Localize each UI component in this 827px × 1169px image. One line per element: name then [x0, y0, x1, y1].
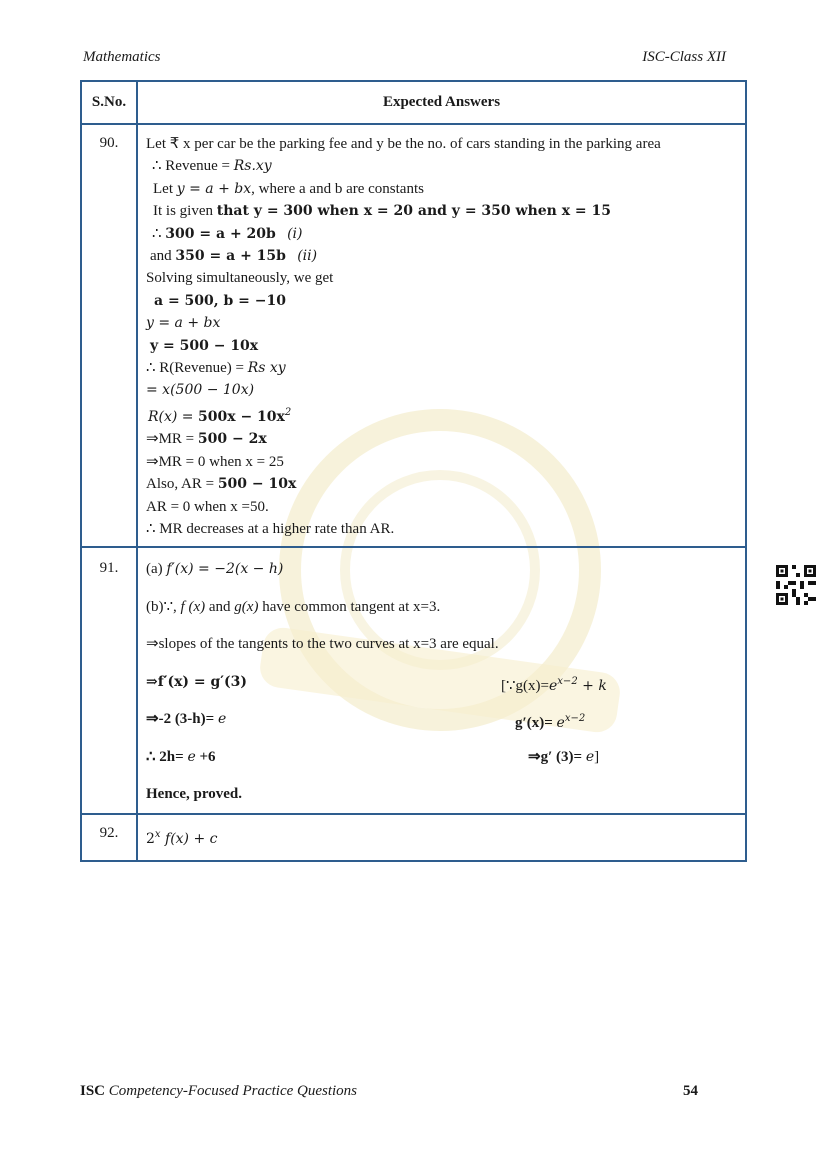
answer-cell	[137, 124, 746, 547]
answer-line: $R(x) = 500x - 10x^2$	[148, 406, 292, 425]
answer-line: ⇒MR = 500 − 2x	[146, 431, 267, 448]
header-subject: Mathematics	[83, 49, 161, 65]
side-note: $g'(x)= e^{x-2}$	[515, 713, 586, 732]
answer-line: Hence, proved.	[146, 786, 242, 803]
serial-number: 90.	[81, 124, 137, 547]
answer-line: (b)∵, f (x) and g(x) have common tangent at x=3.	[146, 598, 441, 615]
answer-line: ⇒-2 (3-h)= e $g'(x)= e^{x-2}$	[146, 708, 737, 730]
answer-line: ⇒MR = 0 when x = 25	[146, 453, 284, 470]
answer-line: Let y = a + bx, where a and b are constants	[153, 180, 424, 197]
answer-line: ∴ 2h= e +6 ⇒g′ (3)= e]	[146, 746, 737, 768]
answer-cell	[137, 814, 746, 860]
column-header-sno: S.No.	[81, 81, 137, 124]
side-note: [$\because g(x)=e^{x-2} + k$	[501, 675, 607, 694]
answer-line: and 350 = a + 15b (ii)	[150, 248, 318, 265]
page-number: 54	[683, 1083, 698, 1099]
answer-line: ⇒slopes of the tangents to the two curves at x=3 are equal.	[146, 636, 499, 653]
answer-line: a = 500, b = −10	[154, 292, 287, 309]
serial-number: 91.	[81, 547, 137, 814]
answer-line: 2$^x$ f(x) + c	[146, 829, 218, 848]
column-header-answers: Expected Answers	[137, 81, 746, 124]
answer-line: = x(500 − 10x)	[146, 382, 255, 399]
side-note: ⇒g′ (3)= e]	[528, 748, 600, 765]
table-row	[81, 547, 746, 814]
qr-code-icon[interactable]	[776, 565, 816, 605]
table-header-row	[81, 81, 746, 124]
answer-line: Also, AR = 500 − 10x	[146, 476, 297, 493]
table-row	[81, 814, 746, 860]
answer-line: ∴ MR decreases at a higher rate than AR.	[146, 520, 395, 537]
table-row	[81, 124, 746, 547]
answer-cell	[137, 547, 746, 814]
serial-number: 92.	[81, 814, 137, 860]
answer-line: AR = 0 when x =50.	[146, 498, 269, 515]
answer-line: ⇒f′(x) = g′(3) [$\because g(x)=e^{x-2} + k$	[146, 671, 737, 693]
answer-line: ∴ 300 = a + 20b (i)	[152, 225, 303, 242]
answer-line: y = a + bx	[146, 315, 221, 332]
answer-line: ∴ Revenue = Rs.xy	[152, 158, 272, 175]
answer-line: Let ₹ x per car be the parking fee and y be the no. of cars standing in the parking area	[146, 136, 661, 152]
answer-line: (a) f′(x) = −2(x − h)	[146, 561, 284, 578]
answers-table	[80, 80, 747, 862]
answer-line: It is given that y = 300 when x = 20 and y = 350 when x = 15	[153, 203, 612, 220]
answer-line: y = 500 − 10x	[150, 337, 259, 354]
footer-title: ISC Competency-Focused Practice Questions	[80, 1083, 358, 1099]
header-class: ISC-Class XII	[642, 49, 726, 65]
answer-line: ∴ R(Revenue) = Rs xy	[146, 360, 286, 377]
answer-line: Solving simultaneously, we get	[146, 270, 334, 287]
